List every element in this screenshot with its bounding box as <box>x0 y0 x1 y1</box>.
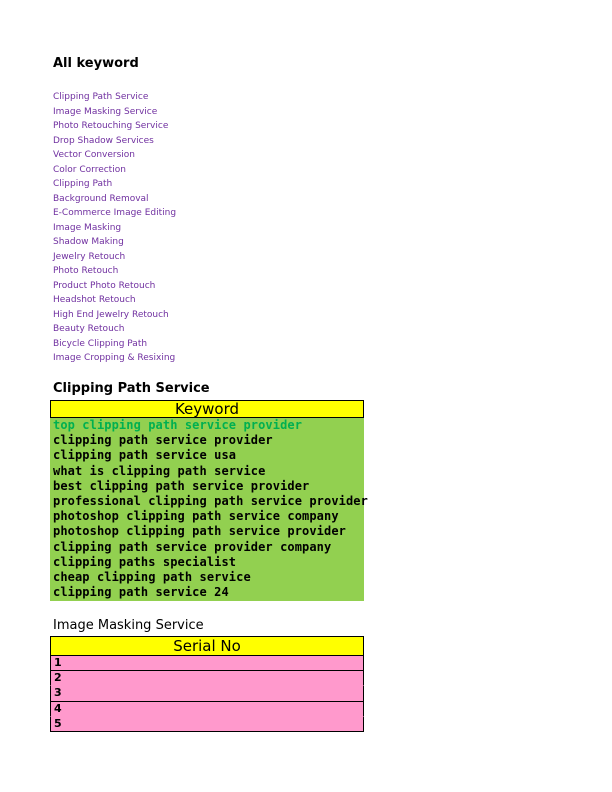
keyword-link-photo-retouching-service[interactable]: Photo Retouching Service <box>53 121 169 131</box>
keyword-link-jewelry-retouch[interactable]: Jewelry Retouch <box>53 251 126 262</box>
keyword-link-photo-retouch[interactable]: Photo Retouch <box>53 266 119 276</box>
keyword-link-background-removal[interactable]: Background Removal <box>53 193 149 204</box>
keyword-row: professional clipping path service provider <box>53 493 368 508</box>
keyword-row: clipping path service provider company <box>53 539 332 554</box>
keyword-row: what is clipping path service <box>53 463 266 478</box>
all-keyword-heading: All keyword <box>53 56 139 71</box>
keyword-link-bicycle-clipping-path[interactable]: Bicycle Clipping Path <box>53 338 148 349</box>
keyword-link-drop-shadow-services[interactable]: Drop Shadow Services <box>53 135 154 146</box>
keyword-table <box>50 400 368 601</box>
keyword-link-shadow-making[interactable]: Shadow Making <box>53 237 124 247</box>
keyword-link-ecommerce-image-editing[interactable]: E-Commerce Image Editing <box>53 208 177 218</box>
keyword-link-beauty-retouch[interactable]: Beauty Retouch <box>53 324 125 334</box>
serial-row: 2 <box>50 671 364 686</box>
keyword-link-image-cropping-resizing[interactable]: Image Cropping & Resixing <box>53 353 176 363</box>
keyword-link-headshot-retouch[interactable]: Headshot Retouch <box>53 295 136 305</box>
keyword-row: clipping path service provider <box>53 433 273 448</box>
keyword-link-high-end-jewelry-retouch[interactable]: High End Jewelry Retouch <box>53 309 169 320</box>
keyword-link-vector-conversion[interactable]: Vector Conversion <box>53 150 135 160</box>
keyword-link-clipping-path[interactable]: Clipping Path <box>53 179 113 189</box>
serial-table <box>50 636 364 732</box>
keyword-row: photoshop clipping path service provider <box>53 524 346 539</box>
serial-row: 3 <box>50 686 364 701</box>
keyword-row: cheap clipping path service <box>53 569 251 584</box>
serial-row: 4 <box>50 702 364 717</box>
keyword-link-color-correction[interactable]: Color Correction <box>53 164 126 175</box>
keyword-row: clipping paths specialist <box>53 554 237 569</box>
keyword-row: best clipping path service provider <box>53 478 310 493</box>
image-masking-section-heading: Image Masking Service <box>53 618 204 633</box>
clipping-path-section-heading: Clipping Path Service <box>53 381 210 396</box>
keyword-link-product-photo-retouch[interactable]: Product Photo Retouch <box>53 280 156 291</box>
keyword-link-clipping-path-service[interactable]: Clipping Path Service <box>53 92 149 102</box>
serial-row: 1 <box>50 656 364 671</box>
keyword-row: clipping path service 24 <box>53 585 229 600</box>
keyword-row: top clipping path service provider <box>53 418 303 432</box>
keyword-link-image-masking[interactable]: Image Masking <box>53 222 122 233</box>
keyword-table-header: Keyword <box>50 400 364 418</box>
serial-row: 5 <box>50 717 364 732</box>
serial-table-header: Serial No <box>50 636 364 656</box>
keyword-row: photoshop clipping path service company <box>53 509 339 524</box>
keyword-link-list <box>53 90 176 366</box>
keyword-table-body <box>50 418 368 601</box>
keyword-link-image-masking-service[interactable]: Image Masking Service <box>53 106 158 117</box>
keyword-row: clipping path service usa <box>53 448 237 463</box>
